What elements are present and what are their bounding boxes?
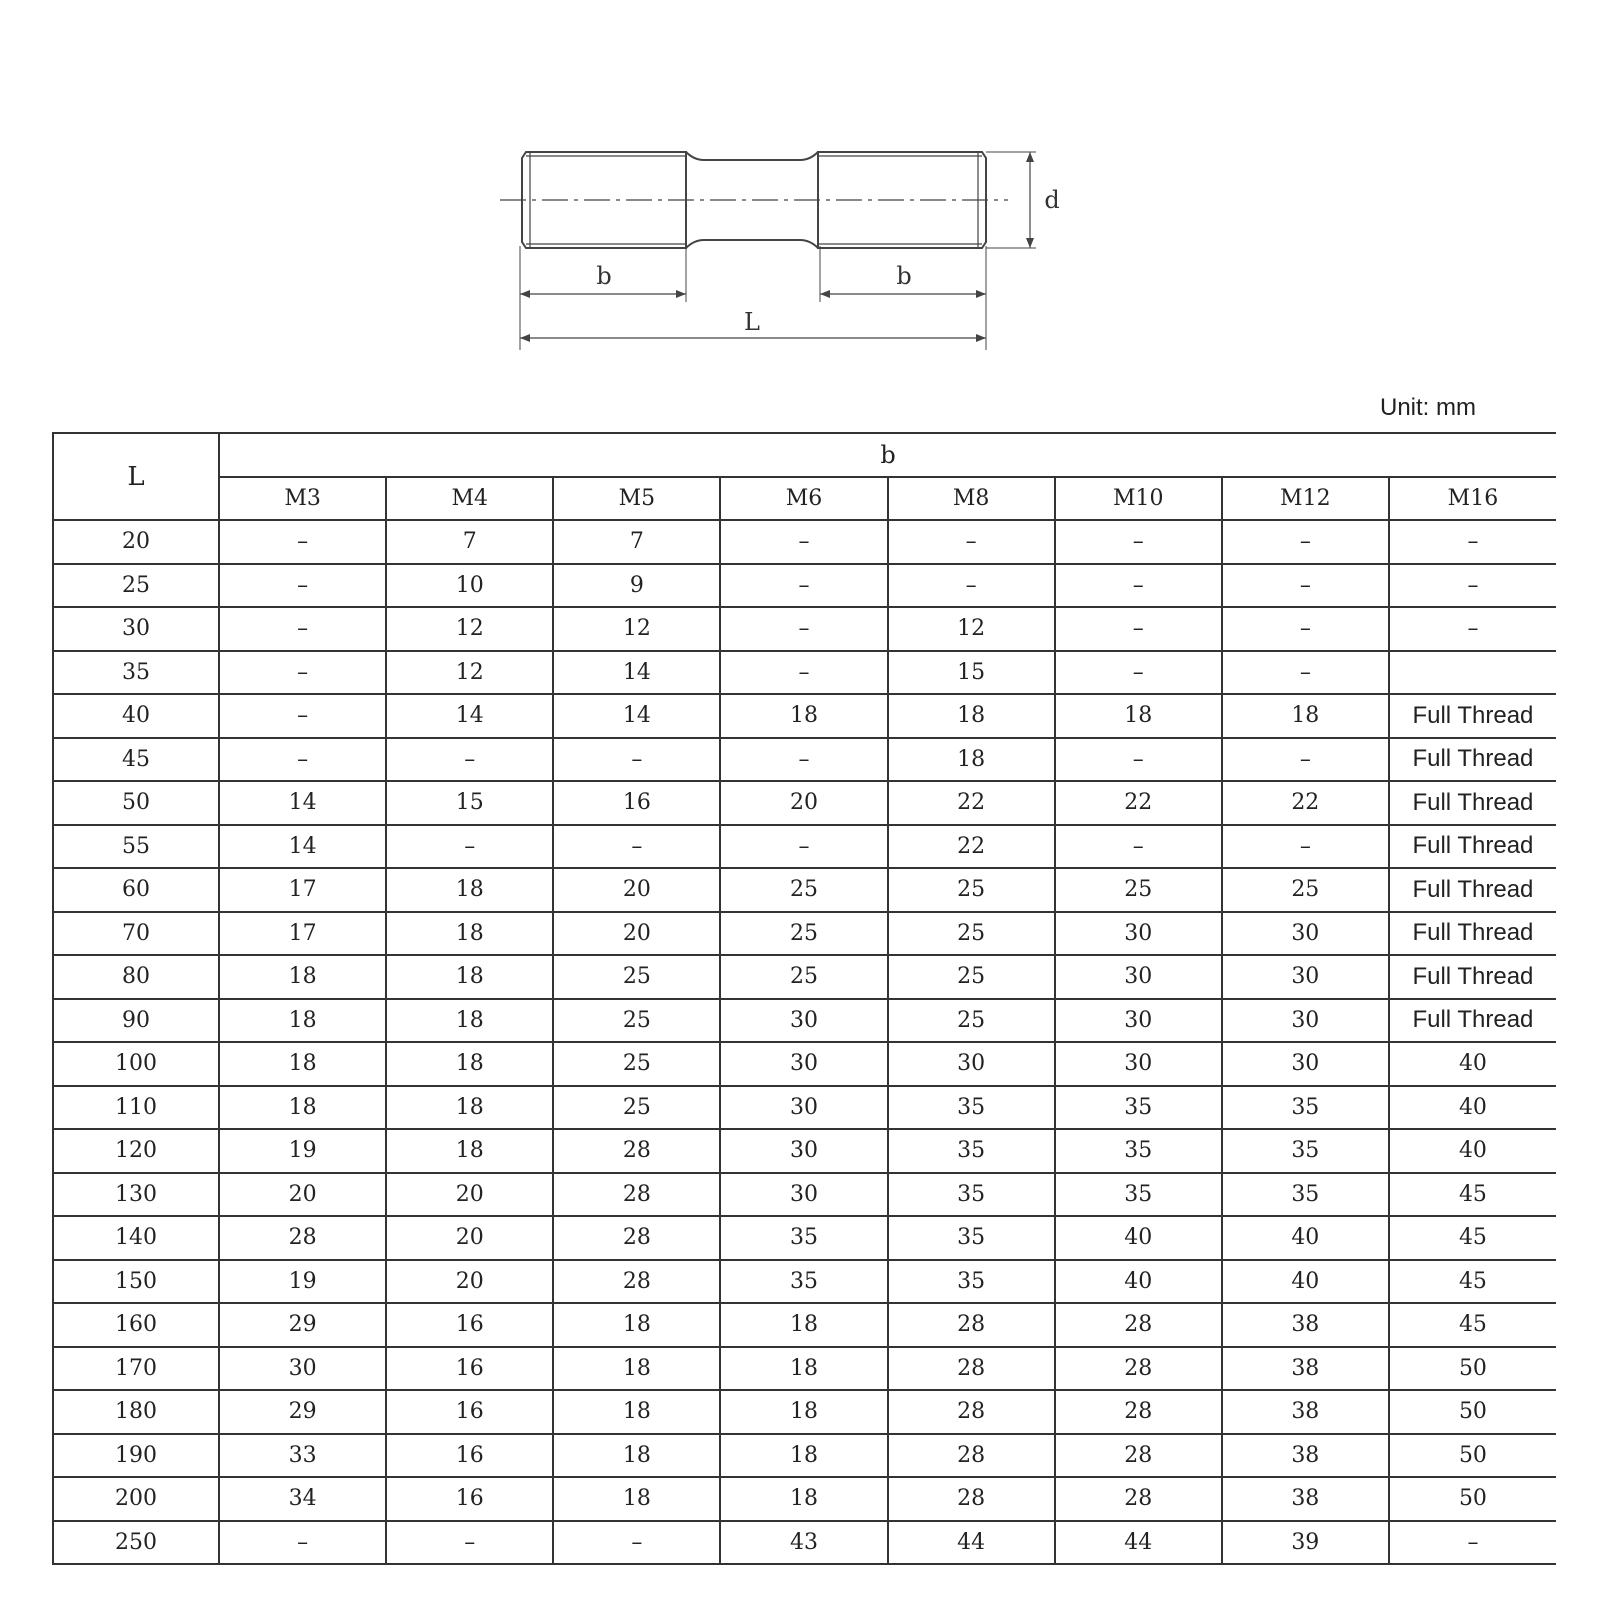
table-cell: 35: [1055, 1086, 1222, 1130]
unit-label: Unit: mm: [1380, 394, 1476, 421]
table-cell: 28: [219, 1216, 386, 1260]
table-cell: 30: [720, 1129, 887, 1173]
table-row: [53, 825, 1556, 869]
table-cell: –: [1222, 564, 1389, 608]
table-cell: 18: [386, 1042, 553, 1086]
table-cell: 9: [553, 564, 720, 608]
row-length-cell: 90: [53, 999, 219, 1043]
table-cell: 30: [720, 999, 887, 1043]
table-cell: –: [720, 825, 887, 869]
row-length-cell: 70: [53, 912, 219, 956]
table-cell: 38: [1222, 1303, 1389, 1347]
table-cell: –: [1055, 738, 1222, 782]
size-header-m16: M16: [1389, 477, 1556, 521]
table-cell: 7: [386, 520, 553, 564]
table-cell: 25: [720, 868, 887, 912]
table-cell: 40: [1389, 1086, 1556, 1130]
table-cell: –: [553, 1521, 720, 1565]
label-l: L: [744, 308, 760, 336]
size-header-m6: M6: [720, 477, 887, 521]
table-cell: 25: [888, 955, 1055, 999]
table-cell: 35: [1222, 1086, 1389, 1130]
table-cell: 50: [1389, 1390, 1556, 1434]
table-row: [53, 912, 1556, 956]
table-cell: –: [1222, 825, 1389, 869]
table-cell: –: [1389, 607, 1556, 651]
size-header-m3: M3: [219, 477, 386, 521]
table-cell: 16: [553, 781, 720, 825]
table-row: [53, 1477, 1556, 1521]
table-row: [53, 1390, 1556, 1434]
row-length-cell: 160: [53, 1303, 219, 1347]
table-cell: –: [219, 564, 386, 608]
table-cell: 17: [219, 868, 386, 912]
table-cell: 28: [888, 1347, 1055, 1391]
label-b-right: b: [896, 262, 912, 290]
table-cell: 29: [219, 1390, 386, 1434]
table-cell: 35: [1055, 1129, 1222, 1173]
table-cell: 50: [1389, 1434, 1556, 1478]
table-cell: 14: [553, 651, 720, 695]
table-cell: –: [386, 738, 553, 782]
table-cell: 18: [720, 1434, 887, 1478]
b-column-header: b: [219, 433, 1556, 477]
table-cell: –: [553, 738, 720, 782]
table-cell: 38: [1222, 1477, 1389, 1521]
table-cell: Full Thread: [1389, 694, 1556, 738]
table-cell: 18: [720, 1347, 887, 1391]
table-cell: 35: [888, 1129, 1055, 1173]
size-header-m12: M12: [1222, 477, 1389, 521]
table-row: [53, 1086, 1556, 1130]
size-header-m8: M8: [888, 477, 1055, 521]
table-cell: Full Thread: [1389, 781, 1556, 825]
table-cell: 18: [720, 1303, 887, 1347]
table-cell: 35: [1222, 1173, 1389, 1217]
table-cell: 44: [1055, 1521, 1222, 1565]
table-cell: Full Thread: [1389, 825, 1556, 869]
table-cell: 40: [1055, 1216, 1222, 1260]
table-cell: –: [553, 825, 720, 869]
row-length-cell: 180: [53, 1390, 219, 1434]
table-cell: –: [888, 564, 1055, 608]
row-length-cell: 250: [53, 1521, 219, 1565]
table-cell: 30: [219, 1347, 386, 1391]
row-length-cell: 190: [53, 1434, 219, 1478]
table-cell: 20: [386, 1260, 553, 1304]
table-cell: 18: [553, 1434, 720, 1478]
table-cell: 28: [1055, 1390, 1222, 1434]
stud-neck: [686, 152, 818, 160]
row-length-cell: 100: [53, 1042, 219, 1086]
table-cell: 7: [553, 520, 720, 564]
table-cell: 35: [720, 1260, 887, 1304]
table-cell: 25: [720, 955, 887, 999]
table-cell: 20: [553, 912, 720, 956]
table-cell: 10: [386, 564, 553, 608]
table-cell: 40: [1389, 1042, 1556, 1086]
row-length-cell: 140: [53, 1216, 219, 1260]
table-row: [53, 781, 1556, 825]
table-row: [53, 1347, 1556, 1391]
label-b-left: b: [596, 262, 612, 290]
row-length-cell: 60: [53, 868, 219, 912]
table-cell: 20: [720, 781, 887, 825]
table-cell: –: [1222, 738, 1389, 782]
table-cell: –: [1055, 825, 1222, 869]
table-cell: –: [219, 738, 386, 782]
table-cell: –: [1389, 520, 1556, 564]
table-cell: 30: [1055, 999, 1222, 1043]
table-cell: Full Thread: [1389, 912, 1556, 956]
table-cell: –: [720, 520, 887, 564]
table-cell: 35: [720, 1216, 887, 1260]
table-cell: 18: [219, 1086, 386, 1130]
table-cell: 28: [1055, 1477, 1222, 1521]
table-cell: 35: [1222, 1129, 1389, 1173]
table-cell: 22: [1055, 781, 1222, 825]
row-length-cell: 45: [53, 738, 219, 782]
table-cell: 35: [888, 1173, 1055, 1217]
row-length-cell: 150: [53, 1260, 219, 1304]
table-cell: 18: [386, 955, 553, 999]
table-cell: 18: [386, 999, 553, 1043]
table-cell: 20: [386, 1173, 553, 1217]
table-cell: Full Thread: [1389, 955, 1556, 999]
table-cell: 35: [888, 1216, 1055, 1260]
table-cell: 14: [386, 694, 553, 738]
table-row: [53, 651, 1556, 695]
table-cell: 35: [888, 1086, 1055, 1130]
row-length-cell: 30: [53, 607, 219, 651]
table-cell: 40: [1389, 1129, 1556, 1173]
label-d: d: [1044, 186, 1060, 214]
table-cell: –: [1389, 564, 1556, 608]
table-cell: 18: [219, 999, 386, 1043]
table-cell: 14: [219, 825, 386, 869]
table-cell: 16: [386, 1434, 553, 1478]
table-cell: 40: [1222, 1260, 1389, 1304]
table-row: [53, 520, 1556, 564]
table-cell: –: [1055, 564, 1222, 608]
row-length-cell: 50: [53, 781, 219, 825]
table-cell: 25: [720, 912, 887, 956]
table-cell: 30: [720, 1042, 887, 1086]
table-row: [53, 694, 1556, 738]
table-cell: 22: [1222, 781, 1389, 825]
table-cell: 16: [386, 1477, 553, 1521]
table-cell: 18: [720, 1390, 887, 1434]
table-cell: 40: [1222, 1216, 1389, 1260]
table-cell: 28: [888, 1303, 1055, 1347]
table-cell: 18: [888, 738, 1055, 782]
table-cell: 38: [1222, 1434, 1389, 1478]
table-cell: 20: [553, 868, 720, 912]
table-cell: 30: [720, 1173, 887, 1217]
table-cell: –: [1222, 651, 1389, 695]
row-length-cell: 35: [53, 651, 219, 695]
table-cell: 25: [888, 999, 1055, 1043]
table-cell: 28: [888, 1390, 1055, 1434]
table-cell: 18: [386, 1129, 553, 1173]
table-cell: 30: [1055, 1042, 1222, 1086]
table-row: [53, 1521, 1556, 1565]
table-row: [53, 1042, 1556, 1086]
table-cell: [1389, 651, 1556, 695]
table-cell: 30: [1055, 912, 1222, 956]
table-cell: 28: [553, 1173, 720, 1217]
l-column-header: L: [53, 433, 219, 520]
table-cell: 35: [888, 1260, 1055, 1304]
row-length-cell: 20: [53, 520, 219, 564]
table-cell: 22: [888, 825, 1055, 869]
table-cell: 25: [1055, 868, 1222, 912]
table-cell: 18: [553, 1303, 720, 1347]
table-cell: –: [219, 520, 386, 564]
table-row: [53, 999, 1556, 1043]
table-cell: 19: [219, 1260, 386, 1304]
table-cell: 18: [1055, 694, 1222, 738]
table-cell: 18: [553, 1477, 720, 1521]
table-cell: 18: [219, 1042, 386, 1086]
table-cell: –: [1389, 1521, 1556, 1565]
table-cell: 12: [386, 651, 553, 695]
table-body: [53, 520, 1556, 1564]
table-cell: 18: [720, 694, 887, 738]
table-cell: 40: [1055, 1260, 1222, 1304]
row-length-cell: 170: [53, 1347, 219, 1391]
table-cell: 15: [888, 651, 1055, 695]
row-length-cell: 110: [53, 1086, 219, 1130]
table-cell: 12: [888, 607, 1055, 651]
table-cell: 44: [888, 1521, 1055, 1565]
table-cell: –: [1222, 520, 1389, 564]
table-cell: 29: [219, 1303, 386, 1347]
table-row: [53, 1129, 1556, 1173]
table-cell: 28: [553, 1260, 720, 1304]
table-cell: 14: [219, 781, 386, 825]
table-cell: 28: [888, 1477, 1055, 1521]
table-cell: 18: [720, 1477, 887, 1521]
table-cell: 45: [1389, 1216, 1556, 1260]
table-cell: 12: [386, 607, 553, 651]
table-cell: 25: [1222, 868, 1389, 912]
table-cell: 18: [386, 1086, 553, 1130]
table-cell: Full Thread: [1389, 738, 1556, 782]
table-cell: 35: [1055, 1173, 1222, 1217]
table-cell: –: [219, 1521, 386, 1565]
table-cell: 38: [1222, 1390, 1389, 1434]
table-cell: 18: [386, 868, 553, 912]
table-cell: 16: [386, 1390, 553, 1434]
row-length-cell: 80: [53, 955, 219, 999]
table-cell: 28: [888, 1434, 1055, 1478]
row-length-cell: 120: [53, 1129, 219, 1173]
table-cell: 25: [553, 955, 720, 999]
table-cell: 28: [1055, 1303, 1222, 1347]
size-header-m5: M5: [553, 477, 720, 521]
table-row: [53, 607, 1556, 651]
table-cell: –: [1222, 607, 1389, 651]
table-cell: 18: [386, 912, 553, 956]
table-cell: –: [219, 694, 386, 738]
row-length-cell: 40: [53, 694, 219, 738]
table-cell: 14: [553, 694, 720, 738]
table-cell: 50: [1389, 1477, 1556, 1521]
table-cell: 28: [553, 1216, 720, 1260]
table-cell: 25: [553, 1042, 720, 1086]
table-cell: 18: [888, 694, 1055, 738]
table-cell: 12: [553, 607, 720, 651]
table-cell: 45: [1389, 1173, 1556, 1217]
table-row: [53, 738, 1556, 782]
table-cell: –: [219, 607, 386, 651]
table-cell: 15: [386, 781, 553, 825]
table-cell: 30: [888, 1042, 1055, 1086]
table-cell: 18: [553, 1347, 720, 1391]
row-length-cell: 25: [53, 564, 219, 608]
table-cell: –: [888, 520, 1055, 564]
table-cell: 25: [888, 868, 1055, 912]
table-cell: 30: [1222, 912, 1389, 956]
table-cell: 25: [888, 912, 1055, 956]
table-cell: 28: [1055, 1347, 1222, 1391]
table-cell: –: [386, 825, 553, 869]
table-row: [53, 1260, 1556, 1304]
table-cell: 16: [386, 1303, 553, 1347]
row-length-cell: 200: [53, 1477, 219, 1521]
table-cell: 18: [553, 1390, 720, 1434]
table-row: [53, 1173, 1556, 1217]
table-cell: 30: [1222, 1042, 1389, 1086]
table-cell: 18: [1222, 694, 1389, 738]
table-cell: 28: [553, 1129, 720, 1173]
table-cell: –: [1055, 651, 1222, 695]
table-cell: 25: [553, 999, 720, 1043]
table-cell: 17: [219, 912, 386, 956]
table-cell: 20: [386, 1216, 553, 1260]
table-row: [53, 1434, 1556, 1478]
table-cell: –: [720, 651, 887, 695]
table-row: [53, 1303, 1556, 1347]
table-cell: 34: [219, 1477, 386, 1521]
table-cell: 22: [888, 781, 1055, 825]
row-length-cell: 55: [53, 825, 219, 869]
table-cell: –: [720, 564, 887, 608]
table-cell: 50: [1389, 1347, 1556, 1391]
table-cell: 18: [219, 955, 386, 999]
table-row: [53, 868, 1556, 912]
table-cell: Full Thread: [1389, 999, 1556, 1043]
table-cell: 43: [720, 1521, 887, 1565]
table-row: [53, 1216, 1556, 1260]
table-cell: 28: [1055, 1434, 1222, 1478]
table-cell: –: [219, 651, 386, 695]
table-cell: 45: [1389, 1260, 1556, 1304]
table-cell: Full Thread: [1389, 868, 1556, 912]
table-cell: 30: [1222, 955, 1389, 999]
size-header-m10: M10: [1055, 477, 1222, 521]
row-length-cell: 130: [53, 1173, 219, 1217]
size-header-m4: M4: [386, 477, 553, 521]
table-cell: 30: [720, 1086, 887, 1130]
spec-table: [52, 432, 1556, 1565]
table-cell: 30: [1222, 999, 1389, 1043]
table-cell: –: [720, 738, 887, 782]
table-row: [53, 955, 1556, 999]
table-cell: 20: [219, 1173, 386, 1217]
table-cell: 38: [1222, 1347, 1389, 1391]
table-row: [53, 564, 1556, 608]
table-cell: 25: [553, 1086, 720, 1130]
table-cell: –: [720, 607, 887, 651]
table-cell: –: [1055, 607, 1222, 651]
table-cell: 45: [1389, 1303, 1556, 1347]
size-header-row: [53, 477, 1556, 521]
table-cell: 33: [219, 1434, 386, 1478]
table-cell: –: [1055, 520, 1222, 564]
table-cell: –: [386, 1521, 553, 1565]
table-cell: 39: [1222, 1521, 1389, 1565]
stud-drawing: [480, 130, 1080, 370]
header-row-top: [53, 433, 1556, 477]
table-cell: 19: [219, 1129, 386, 1173]
table-cell: 30: [1055, 955, 1222, 999]
table-cell: 16: [386, 1347, 553, 1391]
